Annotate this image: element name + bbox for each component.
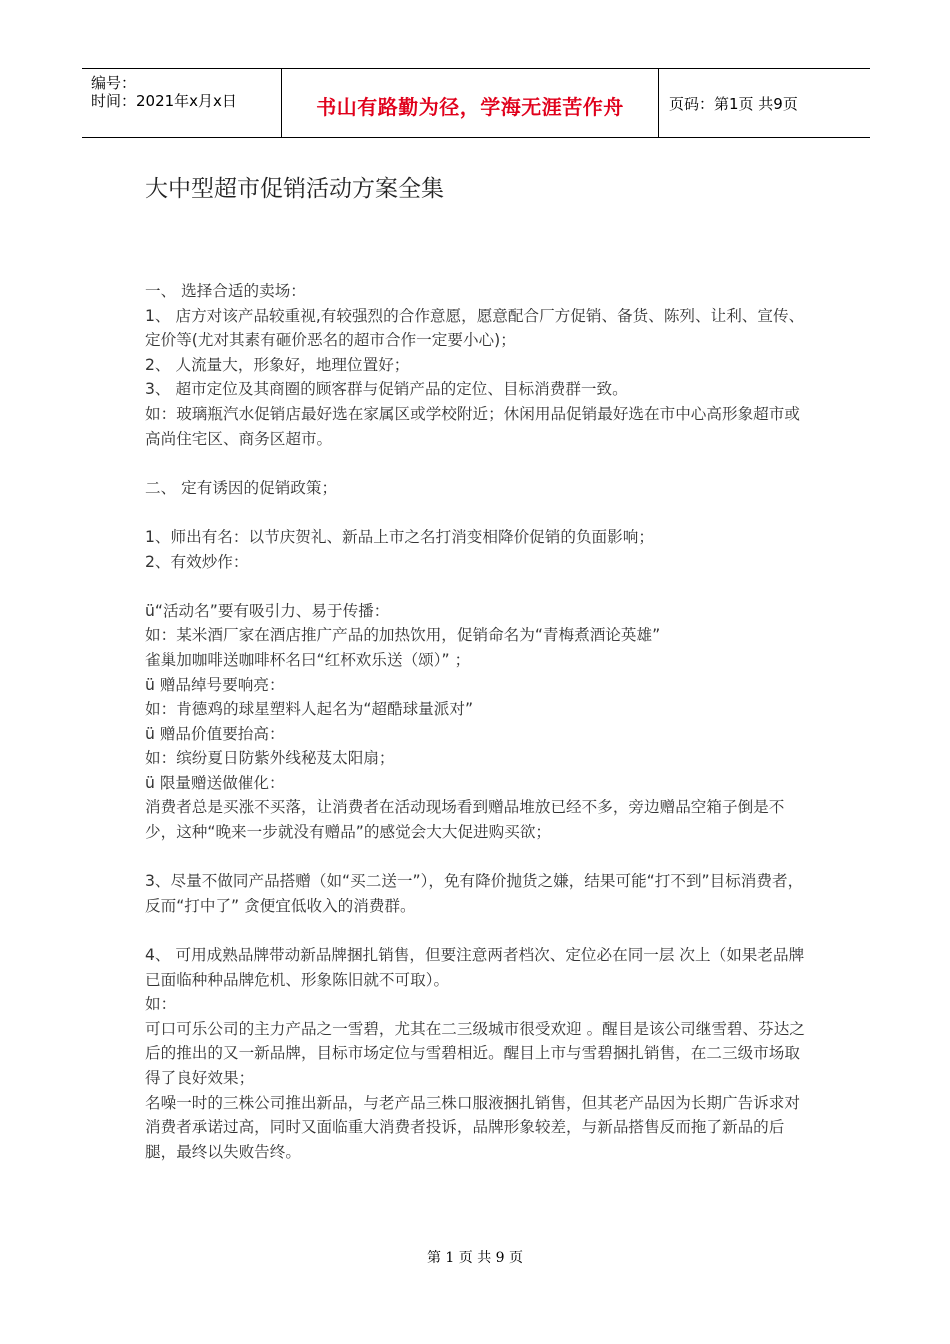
motto-text: 书山有路勤为径，学海无涯苦作舟: [316, 95, 624, 119]
paragraph: 3、 超市定位及其商圈的顾客群与促销产品的定位、目标消费群一致。: [145, 380, 628, 399]
page-footer: 第 1 页 共 9 页: [426, 1250, 524, 1266]
paragraph: 如：肯德鸡的球星塑料人起名为“超酷球量派对”: [145, 700, 474, 719]
paragraph: 2、 人流量大，形象好，地理位置好；: [145, 355, 410, 374]
document-body: [145, 279, 805, 1164]
paragraph-spacer: [145, 845, 805, 870]
paragraph: 3、尽量不做同产品搭赠（如“买二送一”），免有降价抛货之嫌，结果可能“打不到”目标消费者，反而“打中了” 贪便宜低收入的消费群。: [145, 872, 804, 915]
paragraph: 2、有效炒作：: [145, 552, 249, 571]
header-page-cell: [659, 69, 870, 137]
paragraph: 1、 店方对该产品较重视,有较强烈的合作意愿，愿意配合厂方促销、备货、陈列、让利、宣传、定价等(尤对其素有砸价恶名的超市合作一定要小心)；: [145, 306, 805, 350]
paragraph: ü“活动名”要有吸引力、易于传播：: [145, 601, 390, 620]
page-title: 大中型超市促销活动方案全集: [145, 176, 444, 202]
paragraph: 如：玻璃瓶汽水促销店最好选在家属区或学校附近；休闲用品促销最好选在市中心高形象超市或高尚住宅区、商务区超市。: [145, 404, 800, 448]
paragraph: 消费者总是买涨不买落，让消费者在活动现场看到赠品堆放已经不多，旁边赠品空箱子倒是不少，这种“晚来一步就没有赠品”的感觉会大大促进购买欲；: [145, 798, 785, 842]
paragraph: 二、 定有诱因的促销政策；: [145, 478, 338, 497]
paragraph: ü 赠品价值要抬高：: [145, 724, 285, 743]
paragraph: 如：: [145, 995, 177, 1014]
paragraph-spacer: [145, 451, 805, 476]
time-label: 时间：2021年x月x日: [91, 92, 237, 110]
document-header: [82, 68, 870, 138]
paragraph: ü 限量赠送做催化：: [145, 773, 285, 792]
page-info: 页码：第1页 共9页: [669, 95, 798, 113]
paragraph-spacer: [145, 500, 805, 525]
paragraph: 可口可乐公司的主力产品之一雪碧，尤其在二三级城市很受欢迎 。醒目是该公司继雪碧、芬达之后的推出的又一新品牌，目标市场定位与雪碧相近。醒目上市与雪碧捆扎销售，在二三级市场取得了良好效果；: [145, 1019, 805, 1087]
paragraph: 名噪一时的三株公司推出新品，与老产品三株口服液捆扎销售，但其老产品因为长期广告诉求对消费者承诺过高，同时又面临重大消费者投诉，品牌形象较差，与新品搭售反而拖了新品的后腿，最终以失败告终。: [145, 1093, 800, 1161]
paragraph: ü 赠品绰号要响亮：: [145, 675, 285, 694]
paragraph: 如：缤纷夏日防紫外线秘芨太阳扇；: [145, 749, 395, 768]
number-label: 编号：: [91, 74, 137, 92]
header-meta-cell: [82, 69, 281, 137]
header-motto-cell: [281, 69, 659, 137]
paragraph: 一、 选择合适的卖场：: [145, 282, 306, 300]
paragraph: 雀巢加咖啡送咖啡杯名曰“红杯欢乐送（颂）” ；: [145, 650, 471, 669]
paragraph: 4、 可用成熟品牌带动新品牌捆扎销售，但要注意两者档次、定位必在同一层 次上（如果老品牌已面临种种品牌危机、形象陈旧就不可取）。: [145, 946, 805, 989]
paragraph: 1、师出有名：以节庆贺礼、新品上市之名打消变相降价促销的负面影响；: [145, 527, 654, 546]
paragraph-spacer: [145, 918, 805, 943]
paragraph: 如：某米酒厂家在酒店推广产品的加热饮用，促销命名为“青梅煮酒论英雄”: [145, 626, 661, 645]
paragraph-spacer: [145, 574, 805, 599]
